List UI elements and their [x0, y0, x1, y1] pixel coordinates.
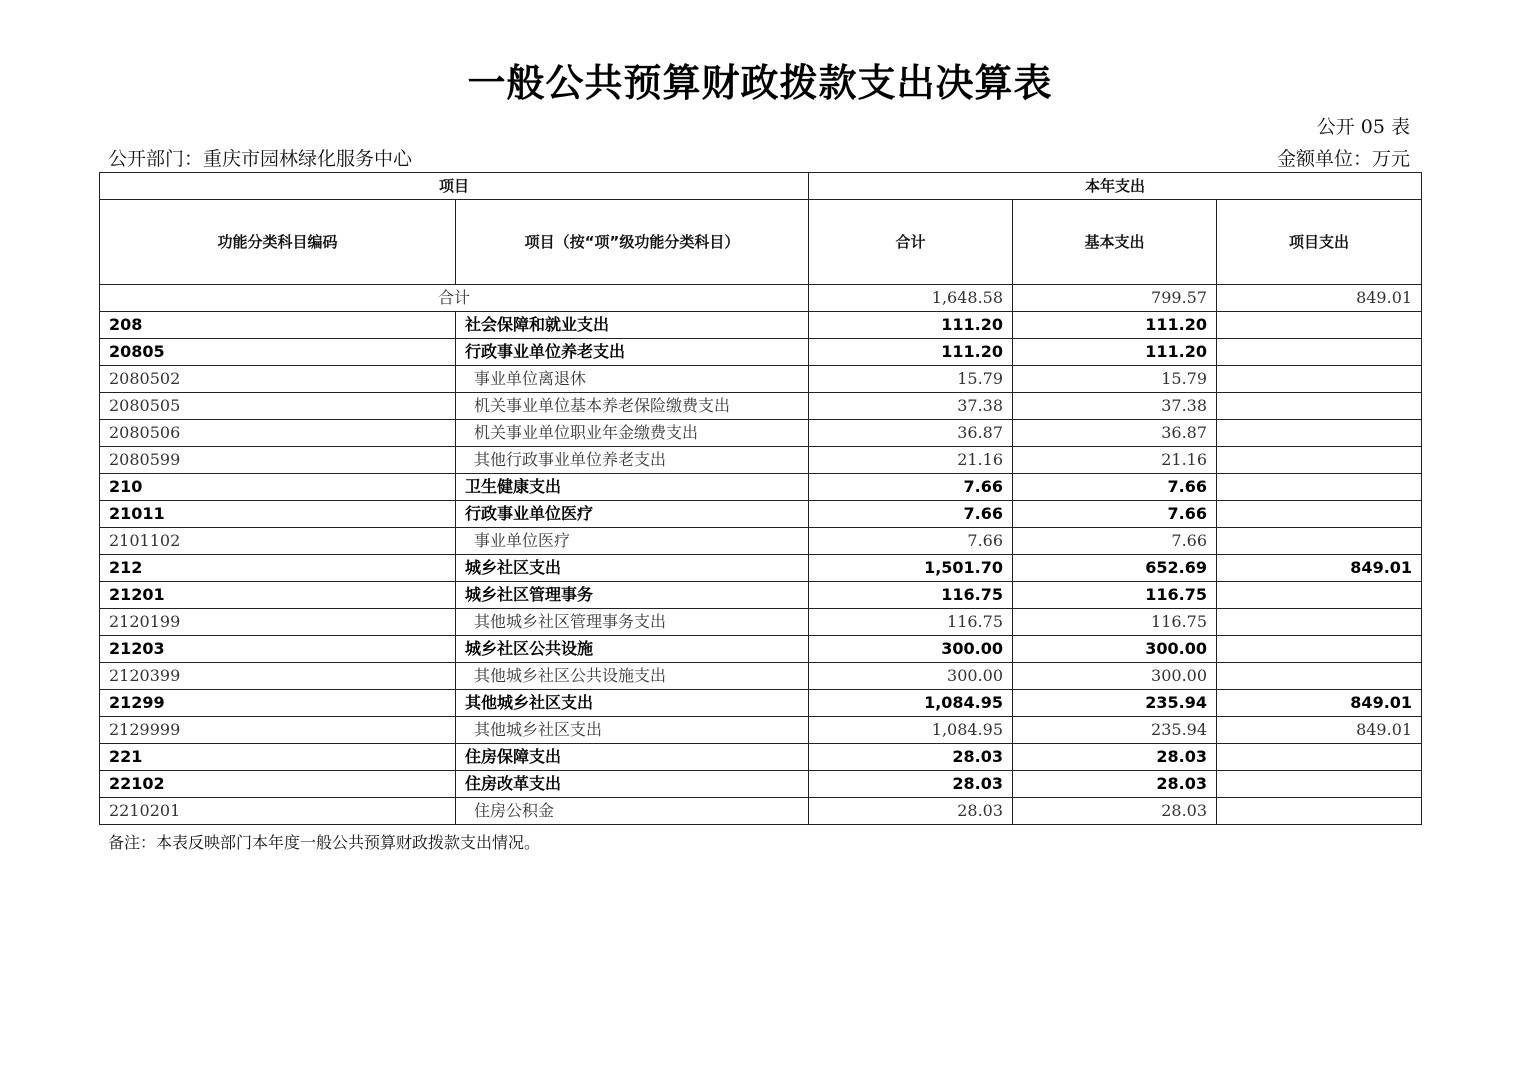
row-item-name: 住房改革支出 — [456, 771, 809, 798]
row-basic: 37.38 — [1013, 393, 1217, 420]
table-row — [100, 312, 1422, 339]
row-basic: 7.66 — [1013, 501, 1217, 528]
row-proj — [1217, 366, 1422, 393]
row-code: 2080506 — [100, 420, 456, 447]
row-basic: 21.16 — [1013, 447, 1217, 474]
table-row — [100, 366, 1422, 393]
header-total: 合计 — [809, 200, 1013, 285]
table-row — [100, 690, 1422, 717]
header-basic: 基本支出 — [1013, 200, 1217, 285]
row-proj — [1217, 771, 1422, 798]
row-basic: 28.03 — [1013, 798, 1217, 825]
row-total: 37.38 — [809, 393, 1013, 420]
row-code: 2210201 — [100, 798, 456, 825]
row-total: 116.75 — [809, 609, 1013, 636]
row-total: 116.75 — [809, 582, 1013, 609]
row-code: 21299 — [100, 690, 456, 717]
row-total: 7.66 — [809, 528, 1013, 555]
row-code: 20805 — [100, 339, 456, 366]
row-total: 28.03 — [809, 771, 1013, 798]
table-row — [100, 528, 1422, 555]
header-item: 项目（按“项”级功能分类科目） — [456, 200, 809, 285]
row-item-name: 其他城乡社区管理事务支出 — [456, 609, 809, 636]
row-proj — [1217, 447, 1422, 474]
row-code: 2080502 — [100, 366, 456, 393]
table-row — [100, 636, 1422, 663]
row-total: 28.03 — [809, 744, 1013, 771]
row-basic: 116.75 — [1013, 609, 1217, 636]
row-code: 212 — [100, 555, 456, 582]
total-row-proj: 849.01 — [1217, 285, 1422, 312]
row-basic: 7.66 — [1013, 474, 1217, 501]
header-code: 功能分类科目编码 — [100, 200, 456, 285]
row-code: 2120399 — [100, 663, 456, 690]
row-item-name: 行政事业单位养老支出 — [456, 339, 809, 366]
row-total: 7.66 — [809, 474, 1013, 501]
table-row — [100, 501, 1422, 528]
row-basic: 300.00 — [1013, 636, 1217, 663]
row-proj — [1217, 312, 1422, 339]
row-item-name: 其他城乡社区支出 — [456, 717, 809, 744]
row-proj: 849.01 — [1217, 717, 1422, 744]
row-total: 36.87 — [809, 420, 1013, 447]
row-code: 208 — [100, 312, 456, 339]
table-row — [100, 744, 1422, 771]
row-proj — [1217, 420, 1422, 447]
page-title: 一般公共预算财政拨款支出决算表 — [467, 61, 1053, 105]
row-item-name: 行政事业单位医疗 — [456, 501, 809, 528]
row-basic: 111.20 — [1013, 312, 1217, 339]
department-label: 公开部门：重庆市园林绿化服务中心 — [108, 148, 413, 170]
total-row — [100, 285, 1422, 312]
row-proj — [1217, 663, 1422, 690]
table-row — [100, 609, 1422, 636]
row-code: 2120199 — [100, 609, 456, 636]
table-row — [100, 582, 1422, 609]
row-proj — [1217, 798, 1422, 825]
row-total: 300.00 — [809, 663, 1013, 690]
header-project: 项目 — [100, 173, 809, 200]
row-total: 111.20 — [809, 339, 1013, 366]
row-code: 2101102 — [100, 528, 456, 555]
row-item-name: 城乡社区管理事务 — [456, 582, 809, 609]
row-item-name: 机关事业单位基本养老保险缴费支出 — [456, 393, 809, 420]
row-proj — [1217, 528, 1422, 555]
table-row — [100, 420, 1422, 447]
table-row — [100, 663, 1422, 690]
row-basic: 652.69 — [1013, 555, 1217, 582]
row-proj — [1217, 501, 1422, 528]
row-basic: 15.79 — [1013, 366, 1217, 393]
row-basic: 116.75 — [1013, 582, 1217, 609]
row-basic: 300.00 — [1013, 663, 1217, 690]
row-item-name: 其他行政事业单位养老支出 — [456, 447, 809, 474]
row-total: 21.16 — [809, 447, 1013, 474]
row-total: 1,084.95 — [809, 690, 1013, 717]
row-proj — [1217, 339, 1422, 366]
currency-unit-label: 金额单位：万元 — [1276, 148, 1410, 170]
row-basic: 28.03 — [1013, 771, 1217, 798]
row-basic: 235.94 — [1013, 717, 1217, 744]
row-basic: 36.87 — [1013, 420, 1217, 447]
table-row — [100, 339, 1422, 366]
row-item-name: 社会保障和就业支出 — [456, 312, 809, 339]
table-row — [100, 474, 1422, 501]
row-item-name: 城乡社区公共设施 — [456, 636, 809, 663]
table-row — [100, 393, 1422, 420]
row-proj — [1217, 393, 1422, 420]
total-row-basic: 799.57 — [1013, 285, 1217, 312]
row-code: 21201 — [100, 582, 456, 609]
row-total: 15.79 — [809, 366, 1013, 393]
row-proj — [1217, 582, 1422, 609]
row-proj: 849.01 — [1217, 690, 1422, 717]
total-row-label: 合计 — [100, 285, 809, 312]
row-total: 7.66 — [809, 501, 1013, 528]
row-item-name: 住房公积金 — [456, 798, 809, 825]
row-code: 21203 — [100, 636, 456, 663]
row-proj: 849.01 — [1217, 555, 1422, 582]
row-total: 111.20 — [809, 312, 1013, 339]
row-total: 300.00 — [809, 636, 1013, 663]
table-row — [100, 798, 1422, 825]
row-item-name: 住房保障支出 — [456, 744, 809, 771]
table-number: 公开 05 表 — [1316, 116, 1410, 138]
row-item-name: 事业单位医疗 — [456, 528, 809, 555]
row-item-name: 城乡社区支出 — [456, 555, 809, 582]
row-total: 1,084.95 — [809, 717, 1013, 744]
row-item-name: 机关事业单位职业年金缴费支出 — [456, 420, 809, 447]
row-item-name: 其他城乡社区支出 — [456, 690, 809, 717]
total-row-total: 1,648.58 — [809, 285, 1013, 312]
row-total: 1,501.70 — [809, 555, 1013, 582]
row-basic: 111.20 — [1013, 339, 1217, 366]
row-basic: 28.03 — [1013, 744, 1217, 771]
table-row — [100, 717, 1422, 744]
row-proj — [1217, 609, 1422, 636]
header-proj: 项目支出 — [1217, 200, 1422, 285]
expenditure-table — [99, 172, 1422, 825]
row-item-name: 事业单位离退休 — [456, 366, 809, 393]
table-row — [100, 771, 1422, 798]
row-code: 22102 — [100, 771, 456, 798]
row-code: 2080505 — [100, 393, 456, 420]
row-proj — [1217, 474, 1422, 501]
header-this-year: 本年支出 — [809, 173, 1422, 200]
table-row — [100, 447, 1422, 474]
footnote: 备注：本表反映部门本年度一般公共预算财政拨款支出情况。 — [108, 833, 541, 852]
row-code: 21011 — [100, 501, 456, 528]
row-code: 2080599 — [100, 447, 456, 474]
row-proj — [1217, 744, 1422, 771]
row-item-name: 卫生健康支出 — [456, 474, 809, 501]
row-total: 28.03 — [809, 798, 1013, 825]
row-code: 210 — [100, 474, 456, 501]
row-basic: 235.94 — [1013, 690, 1217, 717]
row-basic: 7.66 — [1013, 528, 1217, 555]
row-proj — [1217, 636, 1422, 663]
row-code: 221 — [100, 744, 456, 771]
row-item-name: 其他城乡社区公共设施支出 — [456, 663, 809, 690]
table-row — [100, 555, 1422, 582]
row-code: 2129999 — [100, 717, 456, 744]
